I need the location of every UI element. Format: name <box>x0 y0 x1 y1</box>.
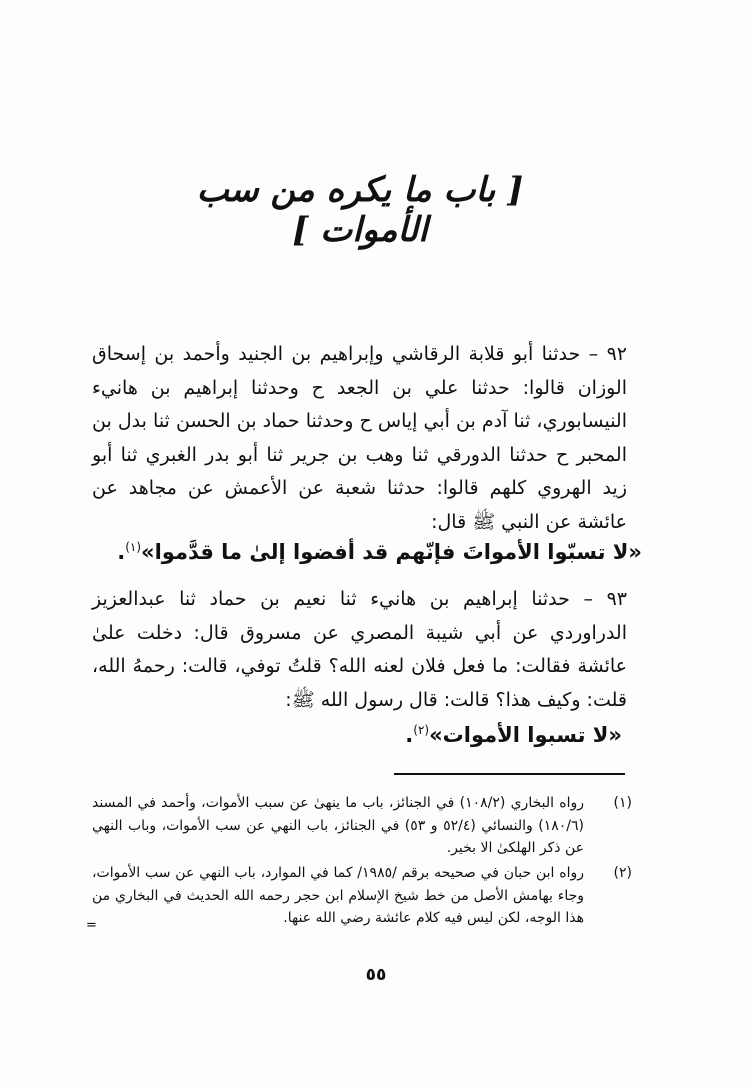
page-number: ٥٥ <box>365 965 387 985</box>
footnote-1 <box>92 792 632 860</box>
footnote-ref-1: (١) <box>125 540 142 554</box>
chapter-title: [ باب ما يكره من سب الأموات ] <box>196 170 524 250</box>
hadith-2-period: . <box>405 723 414 747</box>
footnote-divider <box>394 773 625 775</box>
hadith-92-chain: ٩٢ – حدثنا أبو قلابة الرقاشي وإبراهيم بن الجنيد وأحمد بن إسحاق الوزان قالوا: حدثنا علي بن الجعد ح وحدثنا إبراهيم بن هانيء النيسابوري، ثنا آدم بن أبي إياس ح وحدثنا حماد بن الحسن ثنا بدل بن المحبر ح حدثنا الدورقي ثنا وهب بن جرير ثنا أبو بدر الغبري ثنا أبو زيد الهروي كلهم قالوا: حدثنا شعبة عن الأعمش عن مجاهد عن عائشة عن النبي ﷺ قال: <box>92 343 627 533</box>
footnote-2-number: (٢) <box>613 865 632 881</box>
footnote-2-text: رواه ابن حبان في صحيحه برقم /١٩٨٥/ كما في الموارد، باب النهي عن سب الأموات، وجاء بهامش الأصل من خط شيخ الإسلام ابن حجر رحمه الله الحديث في البخاري من هذا الوجه، لكن ليس فيه كلام عائشة رضي الله عنها. <box>92 865 585 926</box>
hadith-2-quote: «لا تسبوا الأموات» <box>429 723 622 747</box>
footnote-1-number: (١) <box>613 795 632 811</box>
continuation-mark: = <box>86 918 97 933</box>
footnote-1-text: رواه البخاري (١٠٨/٢) في الجنائز، باب ما ينهىٰ عن سبب الأموات، وأحمد في المسند (١٨٠/٦) والنسائي (٥٢/٤ و ٥٣) في الجنائز، باب النهي عن سب الأموات، وباب النهي عن ذكر الهلكىٰ الا بخير. <box>92 795 585 856</box>
hadith-92-text <box>117 540 642 564</box>
hadith-1-period: . <box>117 540 126 564</box>
hadith-1-quote: «لا تسبّوا الأمواتَ فإنّهم قد أفضوا إلىٰ ما قدَّموا» <box>141 540 642 564</box>
hadith-93-chain: ٩٣ – حدثنا إبراهيم بن هانيء ثنا نعيم بن حماد ثنا عبدالعزيز الدراوردي عن أبي شيبة المصري عن مسروق قال: دخلت علىٰ عائشة فقالت: ما فعل فلان لعنه الله؟ قلتُ توفي، قالت: رحمهُ الله، قلت: وكيف هذا؟ قالت: قال رسول الله ﷺ: <box>92 588 627 711</box>
hadith-93-text <box>405 723 622 747</box>
footnote-ref-2: (٢) <box>413 723 430 737</box>
footnote-2 <box>92 862 632 930</box>
